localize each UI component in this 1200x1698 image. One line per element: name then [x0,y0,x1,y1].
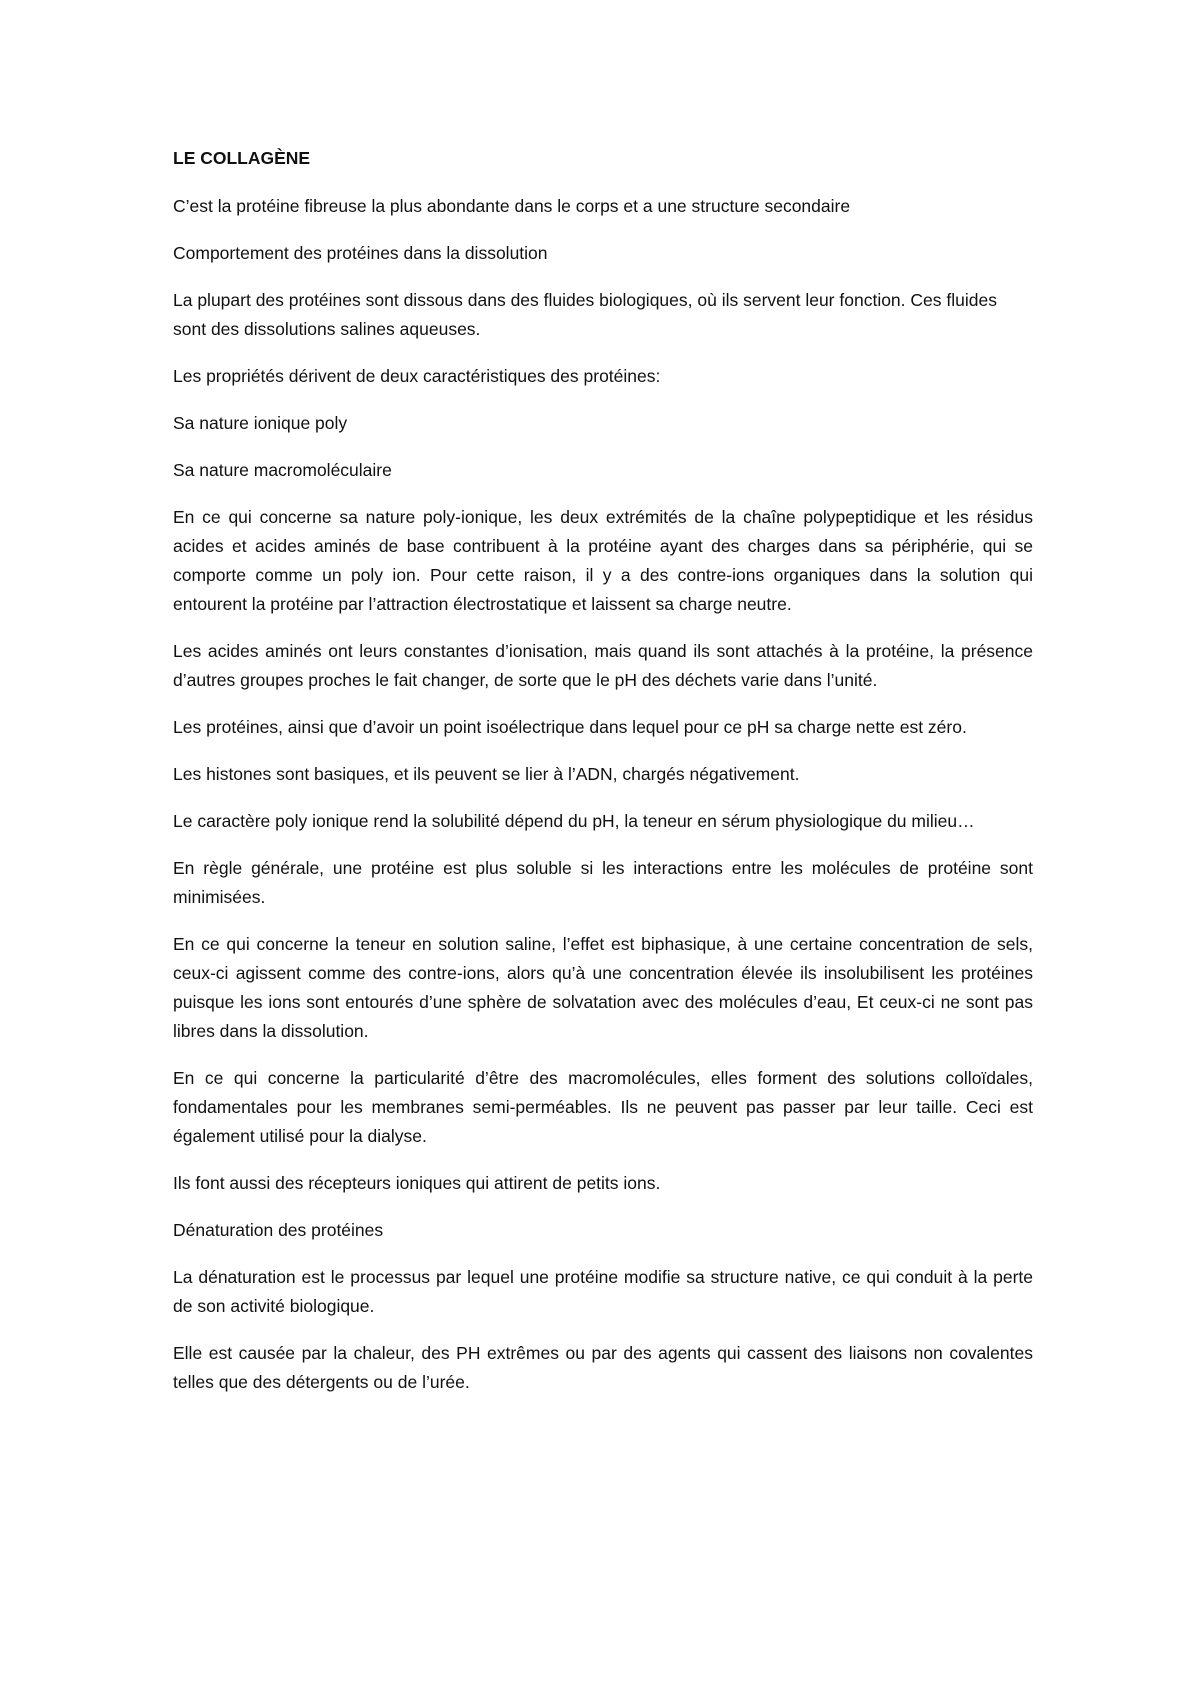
document-title: LE COLLAGÈNE [173,148,311,168]
paragraph-ionic-receptors: Ils font aussi des récepteurs ioniques qui attirent de petits ions. [173,1173,661,1193]
paragraph-polyionic: En ce qui concerne sa nature poly-ionique, les deux extrémités de la chaîne polypeptidique et les résidus acides et acides aminés de base contribuent à la protéine ayant des charges dans sa périphérie, qui se comporte comme un poly ion. Pour cette raison, il y a des contre-ions organiques dans la solution qui entourent la protéine par l’attraction électrostatique et laissent sa charge neutre. [173,507,1033,614]
paragraph-properties-intro: Les propriétés dérivent de deux caractéristiques des protéines: [173,366,661,386]
document-body [173,144,1033,1415]
paragraph-saline-content: En ce qui concerne la teneur en solution saline, l’effet est biphasique, à une certaine concentration de sels, ceux-ci agissent comme des contre-ions, alors qu’à une concentration élevée ils insolubilisent les protéines puisque les ions sont entourés d’une sphère de solvatation avec des molécules d’eau, Et ceux-ci ne sont pas libres dans la dissolution. [173,934,1033,1041]
list-item-macromolecular-nature: Sa nature macromoléculaire [173,460,392,480]
section-heading-dissolution: Comportement des protéines dans la dissolution [173,243,548,263]
paragraph-denaturation-causes: Elle est causée par la chaleur, des PH extrêmes ou par des agents qui cassent des liaisons non covalentes telles que des détergents ou de l’urée. [173,1343,1033,1392]
paragraph-biological-fluids: La plupart des protéines sont dissous dans des fluides biologiques, où ils servent leur fonction. Ces fluides sont des dissolutions salines aqueuses. [173,290,997,339]
paragraph-ionization: Les acides aminés ont leurs constantes d’ionisation, mais quand ils sont attachés à la protéine, la présence d’autres groupes proches le fait changer, de sorte que le pH des déchets varie dans l’unité. [173,641,1033,690]
section-heading-denaturation: Dénaturation des protéines [173,1220,384,1240]
paragraph-denaturation-definition: La dénaturation est le processus par lequel une protéine modifie sa structure native, ce qui conduit à la perte de son activité biologique. [173,1267,1033,1316]
paragraph-general-rule: En règle générale, une protéine est plus soluble si les interactions entre les molécules de protéine sont minimisées. [173,858,1033,907]
paragraph-solubility-ph: Le caractère poly ionique rend la solubilité dépend du pH, la teneur en sérum physiologique du milieu… [173,811,975,831]
paragraph-definition: C’est la protéine fibreuse la plus abondante dans le corps et a une structure secondaire [173,196,851,216]
paragraph-macromolecules: En ce qui concerne la particularité d’être des macromolécules, elles forment des solutions colloïdales, fondamentales pour les membranes semi-perméables. Ils ne peuvent pas passer par leur taille. Ceci est également utilisé pour la dialyse. [173,1068,1033,1146]
paragraph-histones: Les histones sont basiques, et ils peuvent se lier à l’ADN, chargés négativement. [173,764,800,784]
paragraph-isoelectric-point: Les protéines, ainsi que d’avoir un point isoélectrique dans lequel pour ce pH sa charge nette est zéro. [173,717,967,737]
list-item-ionic-nature: Sa nature ionique poly [173,413,348,433]
